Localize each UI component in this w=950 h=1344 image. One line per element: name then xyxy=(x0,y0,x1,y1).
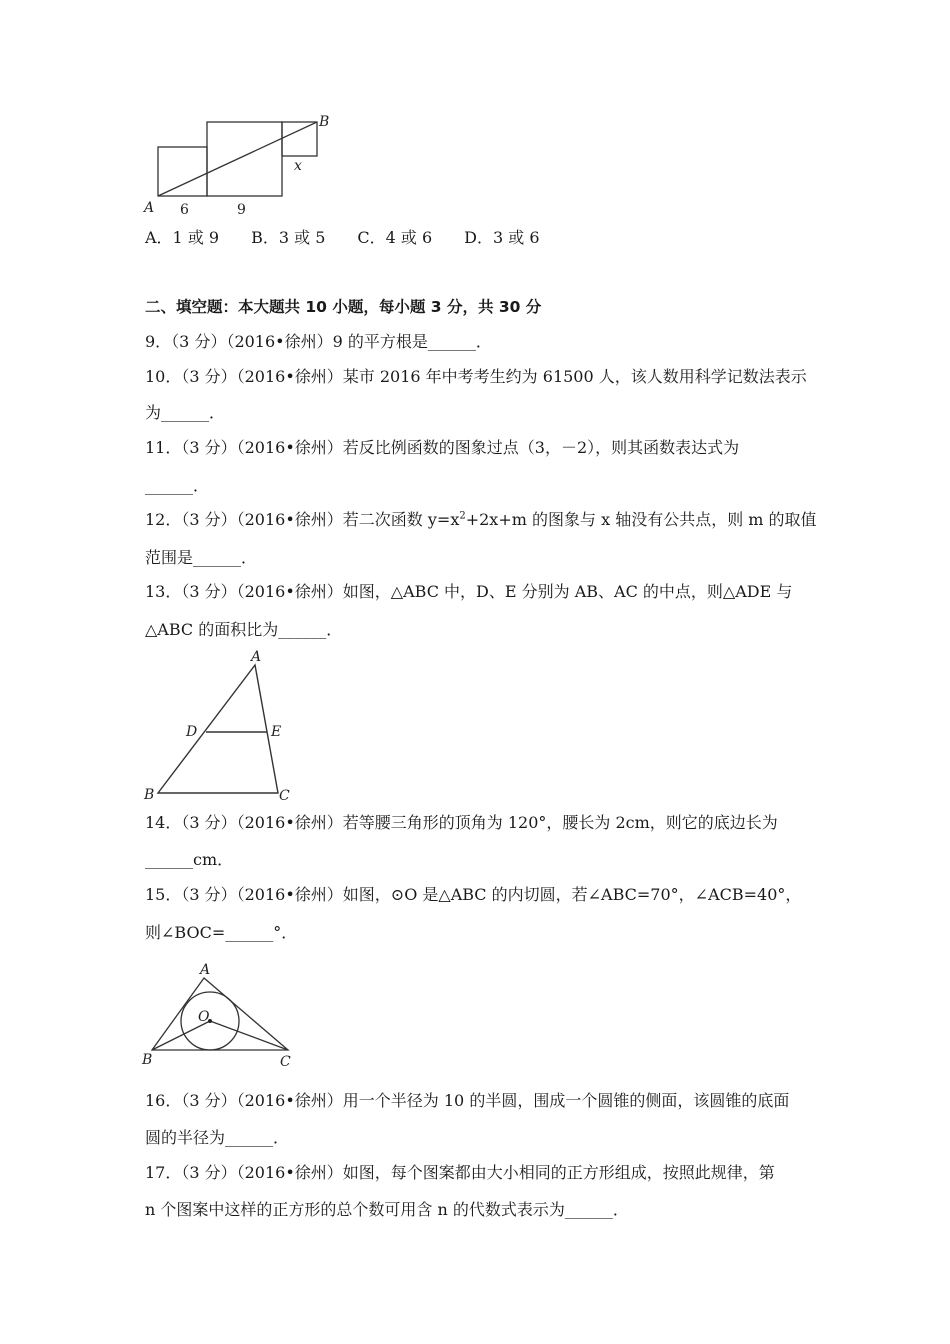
question-12-line1 xyxy=(145,510,817,530)
medium-square xyxy=(207,122,282,196)
question-16-line2: 圆的半径为______． xyxy=(145,1128,290,1147)
question-16-line1: 16．（3 分）（2016•徐州）用一个半径为 10 的半圆，围成一个圆锥的侧面，该圆锥的底面 xyxy=(145,1091,790,1110)
question-12-line2: 范围是______． xyxy=(145,548,258,567)
triangle-abc xyxy=(158,665,278,793)
vertex-c: C xyxy=(279,788,290,804)
squares-figure xyxy=(140,110,340,222)
label-a: A xyxy=(144,200,155,216)
q12-sup: 2 xyxy=(459,510,466,522)
question-13-line2: △ABC 的面积比为______． xyxy=(145,620,343,639)
vertex-a: A xyxy=(200,962,211,978)
segment-co xyxy=(210,1021,288,1050)
question-11-line2: ______． xyxy=(145,476,210,495)
question-10-line1: 10．（3 分）（2016•徐州）某市 2016 年中考考生约为 61500 人，该人数用科学记数法表示 xyxy=(145,367,807,386)
question-17-line2: n 个图案中这样的正方形的总个数可用含 n 的代数式表示为______． xyxy=(145,1200,629,1219)
center-o: O xyxy=(198,1009,210,1025)
point-e: E xyxy=(271,724,282,740)
vertex-a: A xyxy=(251,649,262,665)
point-d: D xyxy=(186,724,198,740)
q12-post: +2x+m 的图象与 x 轴没有公共点，则 m 的取值 xyxy=(465,510,817,529)
vertex-c: C xyxy=(280,1054,291,1070)
q12-pre: 12．（3 分）（2016•徐州）若二次函数 y=x xyxy=(145,510,460,529)
label-b: B xyxy=(319,114,330,130)
question-14-line1: 14．（3 分）（2016•徐州）若等腰三角形的顶角为 120°，腰长为 2cm，则它的底边长为 xyxy=(145,813,778,832)
x-square xyxy=(282,122,317,156)
incircle-figure xyxy=(140,958,300,1073)
question-15-line2: 则∠BOC=______°． xyxy=(145,923,298,942)
label-x: x xyxy=(294,158,302,174)
question-15-line1: 15．（3 分）（2016•徐州）如图，⊙O 是△ABC 的内切圆，若∠ABC=70°，∠ACB=40°， xyxy=(145,885,802,904)
vertex-b: B xyxy=(144,787,155,803)
question-9: 9．（3 分）（2016•徐州）9 的平方根是______． xyxy=(145,332,492,351)
question-17-line1: 17．（3 分）（2016•徐州）如图，每个图案都由大小相同的正方形组成，按照此规律，第 xyxy=(145,1163,775,1182)
question-13-line1: 13．（3 分）（2016•徐州）如图，△ABC 中，D、E 分别为 AB、AC 的中点，则△ADE 与 xyxy=(145,582,793,601)
question-10-line2: 为______． xyxy=(145,403,226,422)
choices-line: A．1 或 9 B．3 或 5 C．4 或 6 D．3 或 6 xyxy=(145,228,540,247)
small-square xyxy=(158,147,207,196)
question-11-line1: 11．（3 分）（2016•徐州）若反比例函数的图象过点（3，－2），则其函数表达式为 xyxy=(145,438,740,457)
triangle-midline-figure xyxy=(140,645,300,805)
vertex-b: B xyxy=(142,1052,153,1068)
question-14-line2: ______cm． xyxy=(145,850,234,869)
label-6: 6 xyxy=(180,202,189,218)
label-9: 9 xyxy=(237,202,246,218)
section-heading: 二、填空题：本大题共 10 小题，每小题 3 分，共 30 分 xyxy=(145,298,542,316)
